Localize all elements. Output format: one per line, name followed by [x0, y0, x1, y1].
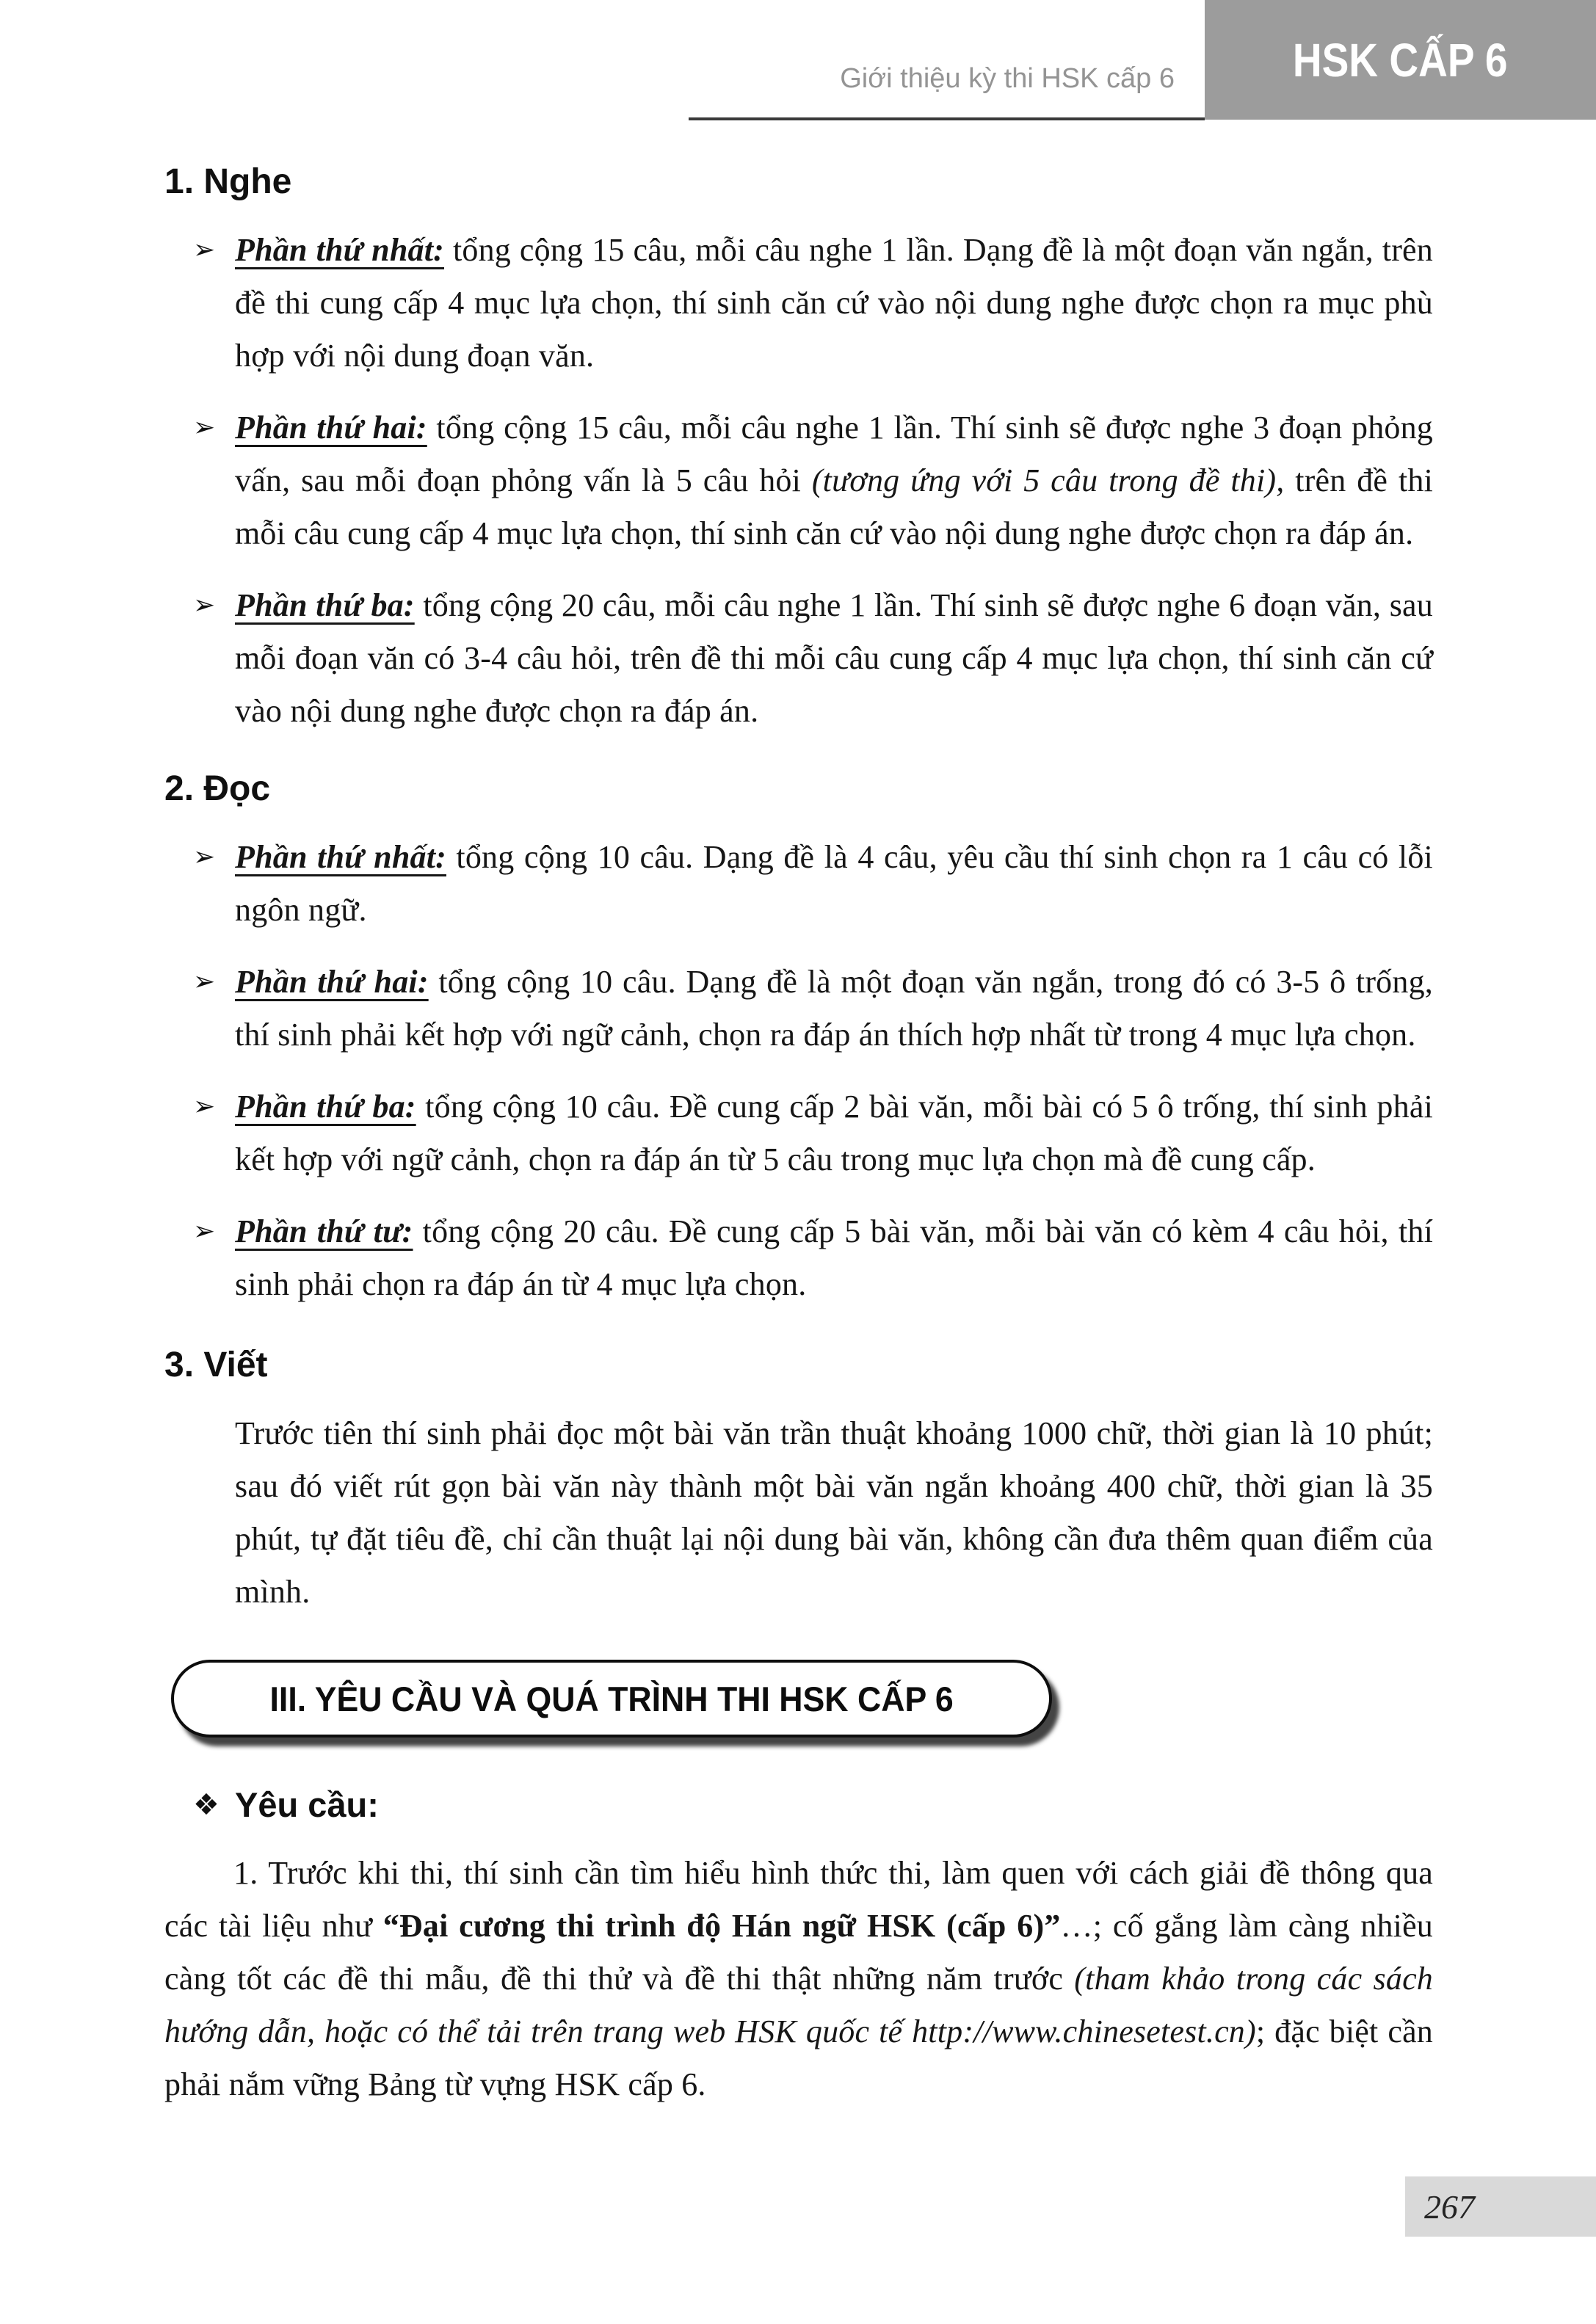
paragraph-text: ; đặc biệt cần phải nắm vững Bảng từ vựng HSK cấp 6. [164, 2013, 1433, 2102]
arrow-bullet-icon: ➢ [193, 1216, 216, 1246]
bullet-text: tổng cộng 20 câu. Đề cung cấp 5 bài văn, mỗi bài văn có kèm 4 câu hỏi, thí sinh phải chọn ra đáp án từ 4 mục lựa chọn. [235, 1213, 1433, 1302]
listening-list [164, 224, 1433, 738]
page-content [0, 161, 1596, 2111]
arrow-bullet-icon: ➢ [193, 1092, 216, 1122]
chapter-badge-label: HSK CẤP 6 [1293, 33, 1508, 87]
arrow-bullet-icon: ➢ [193, 590, 216, 620]
writing-paragraph: Trước tiên thí sinh phải đọc một bài văn trần thuật khoảng 1000 chữ, thời gian là 10 phút; sau đó viết rút gọn bài văn này thành một bài văn ngắn khoảng 400 chữ, thời gian là 35 phút, tự đặt tiêu đề, chỉ cần thuật lại nội dung bài văn, không cần đưa thêm quan điểm của mình. [235, 1415, 1433, 1610]
section-title-writing: 3. Viết [164, 1346, 268, 1384]
list-item [193, 831, 1433, 937]
bullet-label: Phần thứ tư: [235, 1213, 413, 1249]
list-item [193, 1081, 1433, 1186]
bullet-text: tổng cộng 10 câu. Dạng đề là một đoạn văn ngắn, trong đó có 3-5 ô trống, thí sinh phải kết hợp với ngữ cảnh, chọn ra đáp án thích hợp nhất từ trong 4 mục lựa chọn. [235, 964, 1433, 1053]
bullet-text: tổng cộng 15 câu, mỗi câu nghe 1 lần. Dạng đề là một đoạn văn ngắn, trên đề thi cung cấp 4 mục lựa chọn, thí sinh căn cứ vào nội dung nghe được chọn ra mục phù hợp với nội dung đoạn văn. [235, 232, 1433, 374]
bullet-text: tổng cộng 10 câu. Đề cung cấp 2 bài văn, mỗi bài có 5 ô trống, thí sinh phải kết hợp với ngữ cảnh, chọn ra đáp án từ 5 câu trong mục lựa chọn mà đề cung cấp. [235, 1089, 1433, 1177]
section-title-reading: 2. Đọc [164, 769, 271, 808]
bullet-label: Phần thứ ba: [235, 1089, 416, 1125]
reading-list [164, 831, 1433, 1311]
page-number: 267 [1424, 2187, 1475, 2226]
paragraph-text: 1. Trước khi thi, thí sinh cần tìm hiểu hình thức thi, làm quen với cách giải đề thông qua các tài liệu như [164, 1855, 1433, 1944]
paragraph-text: …; cố gắng làm càng nhiều càng tốt các đề thi mẫu, đề thi thử và đề thi thật những năm trước [164, 1908, 1433, 1997]
requirements-heading-label: Yêu cầu: [235, 1785, 379, 1824]
bullet-label: Phần thứ nhất: [235, 232, 444, 268]
page-number-box [1405, 2176, 1596, 2237]
bullet-label: Phần thứ hai: [235, 410, 427, 446]
requirements-heading [193, 1784, 1433, 1825]
bullet-label: Phần thứ ba: [235, 587, 415, 623]
paragraph-text-bold: “Đại cương thi trình độ Hán ngữ HSK (cấp 6)” [382, 1908, 1061, 1944]
breadcrumb: Giới thiệu kỳ thi HSK cấp 6 [840, 63, 1175, 94]
arrow-bullet-icon: ➢ [193, 842, 216, 872]
section-banner [171, 1660, 1052, 1737]
bullet-text-italic: (tương ứng với 5 câu trong đề thi), [811, 462, 1285, 498]
page-header [0, 0, 1596, 120]
list-item [193, 1205, 1433, 1311]
arrow-bullet-icon: ➢ [193, 967, 216, 997]
bullet-label: Phần thứ hai: [235, 964, 429, 1000]
bullet-text: trên đề thi mỗi câu cung cấp 4 mục lựa chọn, thí sinh căn cứ vào nội dung nghe được chọn ra đáp án. [235, 462, 1433, 551]
header-divider [689, 117, 1205, 120]
bullet-text: tổng cộng 10 câu. Dạng đề là 4 câu, yêu cầu thí sinh chọn ra 1 câu có lỗi ngôn ngữ. [235, 839, 1433, 928]
paragraph-text-italic: (tham khảo trong các sách hướng dẫn, hoặc có thể tải trên trang web HSK quốc tế http://www.chinesetest.cn) [164, 1961, 1434, 2049]
list-item [193, 579, 1433, 738]
list-item [193, 224, 1433, 382]
list-item [193, 402, 1433, 560]
bullet-text: tổng cộng 20 câu, mỗi câu nghe 1 lần. Thí sinh sẽ được nghe 6 đoạn văn, sau mỗi đoạn văn có 3-4 câu hỏi, trên đề thi mỗi câu cung cấp 4 mục lựa chọn, thí sinh căn cứ vào nội dung nghe được chọn ra đáp án. [235, 587, 1433, 729]
chapter-badge [1205, 0, 1596, 120]
list-item [193, 956, 1433, 1061]
bullet-label: Phần thứ nhất: [235, 839, 446, 875]
arrow-bullet-icon: ➢ [193, 413, 216, 443]
requirements-paragraph [164, 1847, 1433, 2111]
bullet-text: tổng cộng 15 câu, mỗi câu nghe 1 lần. Thí sinh sẽ được nghe 3 đoạn phỏng vấn, sau mỗi đoạn phỏng vấn là 5 câu hỏi [235, 410, 1433, 498]
arrow-bullet-icon: ➢ [193, 235, 216, 265]
diamond-bullet-icon: ❖ [193, 1787, 220, 1822]
section-banner-title: III. YÊU CẦU VÀ QUÁ TRÌNH THI HSK CẤP 6 [269, 1679, 954, 1718]
section-title-listening: 1. Nghe [164, 162, 292, 201]
